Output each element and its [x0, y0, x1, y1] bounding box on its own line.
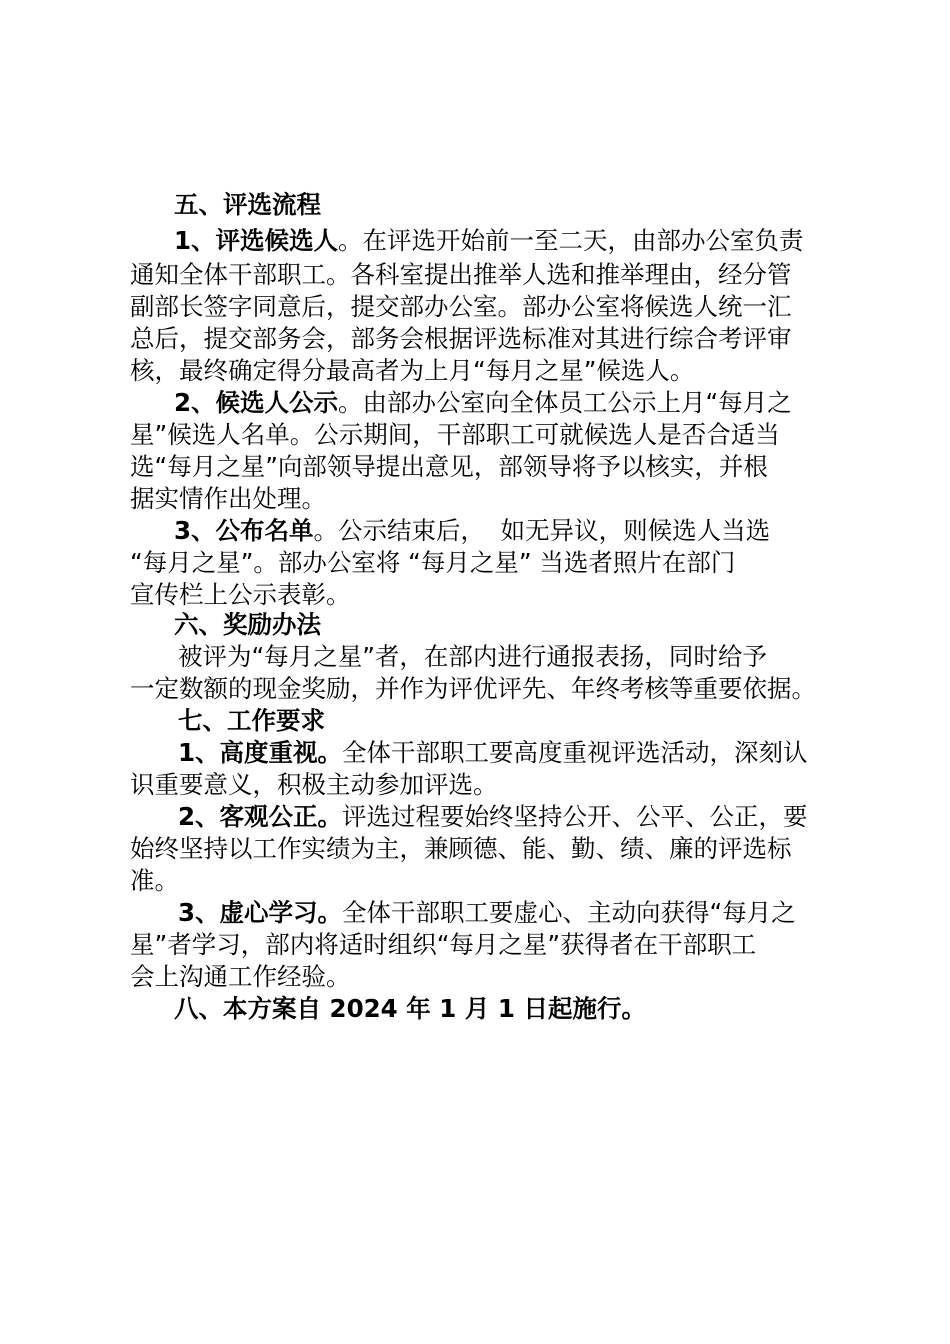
section-seven-item3-first-line: [178, 896, 796, 929]
section-five-item1-first-line: [174, 224, 804, 257]
section-eight-heading: 八、本方案自 2024 年 1 月 1 日起施行。: [174, 994, 646, 1023]
section-five-item3-first-line: [174, 514, 770, 547]
section-seven-item3-label: 3、虚心学习。: [178, 898, 343, 927]
section-seven-item1-label: 1、高度重视。: [178, 738, 343, 767]
section-five-item2-first-line: [174, 386, 792, 419]
section-six-line: 被评为“每月之星”者，在部内进行通报表扬，同时给予: [178, 642, 767, 671]
section-five-item3-text: 。公示结束后， 如无异议，则候选人当选: [313, 516, 771, 545]
section-seven-item3-text: 全体干部职工要虚心、主动向获得“每月之: [342, 898, 796, 927]
section-seven-item2-text: 评选过程要始终坚持公开、公平、公正，要: [342, 802, 808, 831]
section-seven-heading: 七、工作要求: [178, 706, 325, 735]
section-five-item1-line: 副部长签字同意后，提交部办公室。部办公室将候选人统一汇: [130, 292, 792, 321]
section-five-item1-line: 通知全体干部职工。各科室提出推举人选和推举理由，经分管: [130, 260, 792, 289]
section-seven-item1-line: 识重要意义，积极主动参加评选。: [130, 770, 498, 799]
section-seven-item2-line: 准。: [130, 866, 179, 895]
section-five-item2-line: 选“每月之星”向部领导提出意见，部领导将予以核实，并根: [130, 452, 768, 481]
section-seven-item3-line: 会上沟通工作经验。: [130, 962, 351, 991]
section-seven-item2-label: 2、客观公正。: [178, 802, 343, 831]
section-seven-item2-line: 始终坚持以工作实绩为主，兼顾德、能、勤、绩、廉的评选标: [130, 834, 792, 863]
section-five-item3-line: “每月之星”。部办公室将 “每月之星” 当选者照片在部门: [130, 548, 736, 577]
section-five-item2-line: 星”候选人名单。公示期间，干部职工可就候选人是否合适当: [130, 420, 780, 449]
section-five-item2-line: 据实情作出处理。: [130, 484, 326, 513]
section-five-item1-label: 1、评选候选人: [174, 226, 339, 255]
section-seven-item1-text: 全体干部职工要高度重视评选活动，深刻认: [342, 738, 808, 767]
section-six-heading: 六、奖励办法: [174, 610, 321, 639]
section-five-item2-label: 2、候选人公示: [174, 388, 339, 417]
section-seven-item3-line: 星”者学习，部内将适时组织“每月之星”获得者在干部职工: [130, 930, 757, 959]
section-five-item1-line: 核，最终确定得分最高者为上月“每月之星”候选人。: [130, 356, 695, 385]
section-five-item3-line: 宣传栏上公示表彰。: [130, 580, 351, 609]
section-five-heading: 五、评选流程: [174, 190, 321, 219]
section-five-item3-label: 3、公布名单: [174, 516, 314, 545]
section-five-item1-line: 总后，提交部务会，部务会根据评选标准对其进行综合考评审: [130, 324, 792, 353]
section-six-line: 一定数额的现金奖励，并作为评优评先、年终考核等重要依据。: [130, 674, 816, 703]
section-seven-item1-first-line: [178, 736, 808, 769]
section-seven-item2-first-line: [178, 800, 808, 833]
section-five-item1-text: 。在评选开始前一至二天，由部办公室负责: [338, 226, 804, 255]
section-five-item2-text: 。由部办公室向全体员工公示上月“每月之: [338, 388, 792, 417]
